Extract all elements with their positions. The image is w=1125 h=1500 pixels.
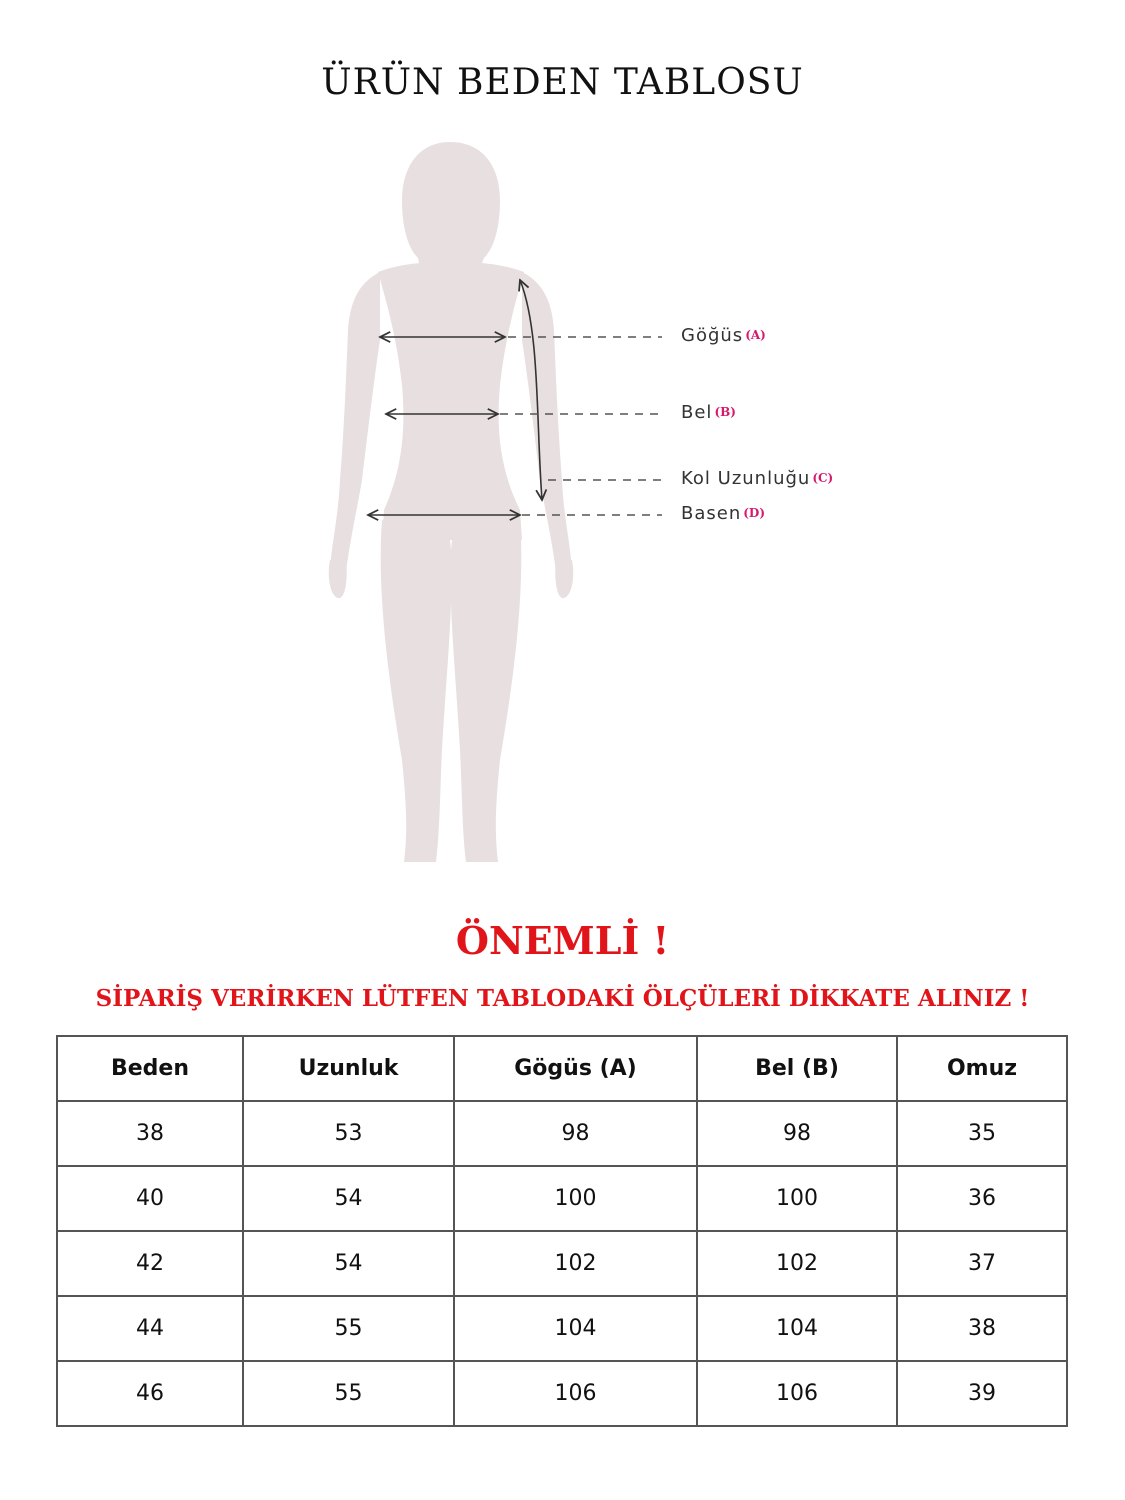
table-cell: 98 xyxy=(454,1101,697,1166)
table-row xyxy=(57,1231,1067,1296)
table-cell: 54 xyxy=(243,1231,454,1296)
measurement-name: Kol Uzunluğu xyxy=(681,468,811,489)
measurement-name: Bel xyxy=(681,402,713,423)
table-cell: 37 xyxy=(897,1231,1067,1296)
measurement-code: (B) xyxy=(714,405,736,419)
table-header-row xyxy=(57,1036,1067,1101)
table-cell: 98 xyxy=(697,1101,897,1166)
table-cell: 53 xyxy=(243,1101,454,1166)
measurement-label-sleeve xyxy=(681,468,833,489)
size-table xyxy=(56,1035,1068,1427)
table-row xyxy=(57,1166,1067,1231)
table-cell: 44 xyxy=(57,1296,243,1361)
header-cell: Omuz xyxy=(897,1036,1067,1101)
table-cell: 39 xyxy=(897,1361,1067,1426)
woman-silhouette xyxy=(329,142,574,862)
header-cell: Bel (B) xyxy=(697,1036,897,1101)
table-cell: 55 xyxy=(243,1361,454,1426)
measurement-code: (C) xyxy=(812,471,834,485)
table-cell: 42 xyxy=(57,1231,243,1296)
measurement-name: Basen xyxy=(681,503,742,524)
table-row xyxy=(57,1296,1067,1361)
table-cell: 104 xyxy=(454,1296,697,1361)
table-cell: 104 xyxy=(697,1296,897,1361)
table-cell: 102 xyxy=(454,1231,697,1296)
order-notice: SİPARİŞ VERİRKEN LÜTFEN TABLODAKİ ÖLÇÜLERİ DİKKATE ALINIZ ! xyxy=(95,985,1030,1012)
page-title: ÜRÜN BEDEN TABLOSU xyxy=(321,62,804,103)
table-row xyxy=(57,1101,1067,1166)
measurement-label-chest xyxy=(681,325,766,346)
table-cell: 55 xyxy=(243,1296,454,1361)
header-cell: Gögüs (A) xyxy=(454,1036,697,1101)
measurement-code: (D) xyxy=(743,506,766,520)
table-cell: 35 xyxy=(897,1101,1067,1166)
measurement-label-hip xyxy=(681,503,765,524)
measurement-code: (A) xyxy=(745,328,766,342)
important-heading: ÖNEMLİ ! xyxy=(455,918,670,963)
table-cell: 106 xyxy=(697,1361,897,1426)
table-cell: 100 xyxy=(697,1166,897,1231)
table-row xyxy=(57,1361,1067,1426)
measurement-label-waist xyxy=(681,402,736,423)
measurement-name: Göğüs xyxy=(681,325,744,346)
table-cell: 100 xyxy=(454,1166,697,1231)
table-cell: 40 xyxy=(57,1166,243,1231)
table-cell: 46 xyxy=(57,1361,243,1426)
table-cell: 38 xyxy=(57,1101,243,1166)
table-cell: 54 xyxy=(243,1166,454,1231)
table-cell: 106 xyxy=(454,1361,697,1426)
table-cell: 102 xyxy=(697,1231,897,1296)
header-cell: Beden xyxy=(57,1036,243,1101)
table-cell: 36 xyxy=(897,1166,1067,1231)
table-cell: 38 xyxy=(897,1296,1067,1361)
header-cell: Uzunluk xyxy=(243,1036,454,1101)
